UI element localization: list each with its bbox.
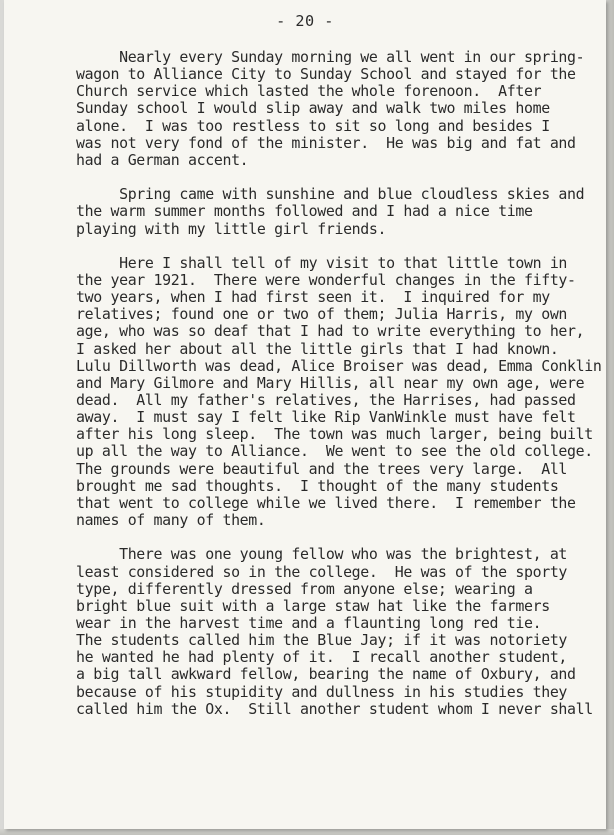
text-line: Sunday school I would slip away and walk two miles home xyxy=(76,99,550,118)
text-line: dead. All my father's relatives, the Harrises, had passed xyxy=(76,391,576,409)
text-line: Church service which lasted the whole forenoon. After xyxy=(76,82,542,101)
text-line: called him the Ox. Still another student whom I never shall xyxy=(76,699,593,718)
text-line: Nearly every Sunday morning we all went in our spring- xyxy=(76,48,585,66)
text-line: The students called him the Blue Jay; if it was notoriety xyxy=(76,631,568,650)
text-line: after his long sleep. The town was much larger, being built xyxy=(76,425,593,444)
text-line: I asked her about all the little girls that I had known. xyxy=(76,339,559,358)
text-line: wagon to Alliance City to Sunday School and stayed for the xyxy=(76,65,576,84)
text-line: away. I must say I felt like Rip VanWinkle must have felt xyxy=(76,408,576,427)
text-line: alone. I was too restless to sit so long and besides I xyxy=(76,116,550,135)
text-line: playing with my little girl friends. xyxy=(76,219,387,238)
page-right-edge xyxy=(605,0,614,835)
text-line: names of many of them. xyxy=(76,511,266,529)
text-line: The grounds were beautiful and the trees very large. All xyxy=(76,459,568,478)
text-line: Lulu Dillworth was dead, Alice Broiser was dead, Emma Conklin xyxy=(76,356,602,375)
text-line: Here I shall tell of my visit to that little town in xyxy=(76,253,568,272)
text-line: the warm summer months followed and I had a nice time xyxy=(76,202,533,221)
typewritten-page xyxy=(4,0,606,829)
text-line: because of his stupidity and dullness in his studies they xyxy=(76,682,568,701)
text-line: Spring came with sunshine and blue cloudless skies and xyxy=(76,185,585,204)
text-line: least considered so in the college. He was of the sporty xyxy=(76,562,568,581)
text-line: up all the way to Alliance. We went to see the old college. xyxy=(76,442,593,461)
text-line: wear in the harvest time and a flaunting long red tie. xyxy=(76,613,542,632)
text-line: had a German accent. xyxy=(76,150,249,169)
text-line: that went to college while we lived there. I remember the xyxy=(76,493,576,512)
text-line: he wanted he had plenty of it. I recall another student, xyxy=(76,648,568,667)
page-bottom-edge xyxy=(0,829,614,835)
text-line: There was one young fellow who was the brightest, at xyxy=(76,545,568,564)
text-line: type, differently dressed from anyone else; wearing a xyxy=(76,579,533,598)
text-line: brought me sad thoughts. I thought of the many students xyxy=(76,476,559,495)
text-line: two years, when I had first seen it. I inquired for my xyxy=(76,288,550,307)
text-line: bright blue suit with a large staw hat like the farmers xyxy=(76,596,550,615)
text-line: the year 1921. There were wonderful changes in the fifty- xyxy=(76,270,576,289)
page-number: - 20 - xyxy=(276,12,334,30)
text-line: a big tall awkward fellow, bearing the name of Oxbury, and xyxy=(76,665,576,684)
text-line: and Mary Gilmore and Mary Hillis, all near my own age, were xyxy=(76,373,585,392)
text-line: age, who was so deaf that I had to write everything to her, xyxy=(76,322,585,341)
text-line: relatives; found one or two of them; Julia Harris, my own xyxy=(76,305,568,324)
text-line: was not very fond of the minister. He was big and fat and xyxy=(76,133,576,152)
